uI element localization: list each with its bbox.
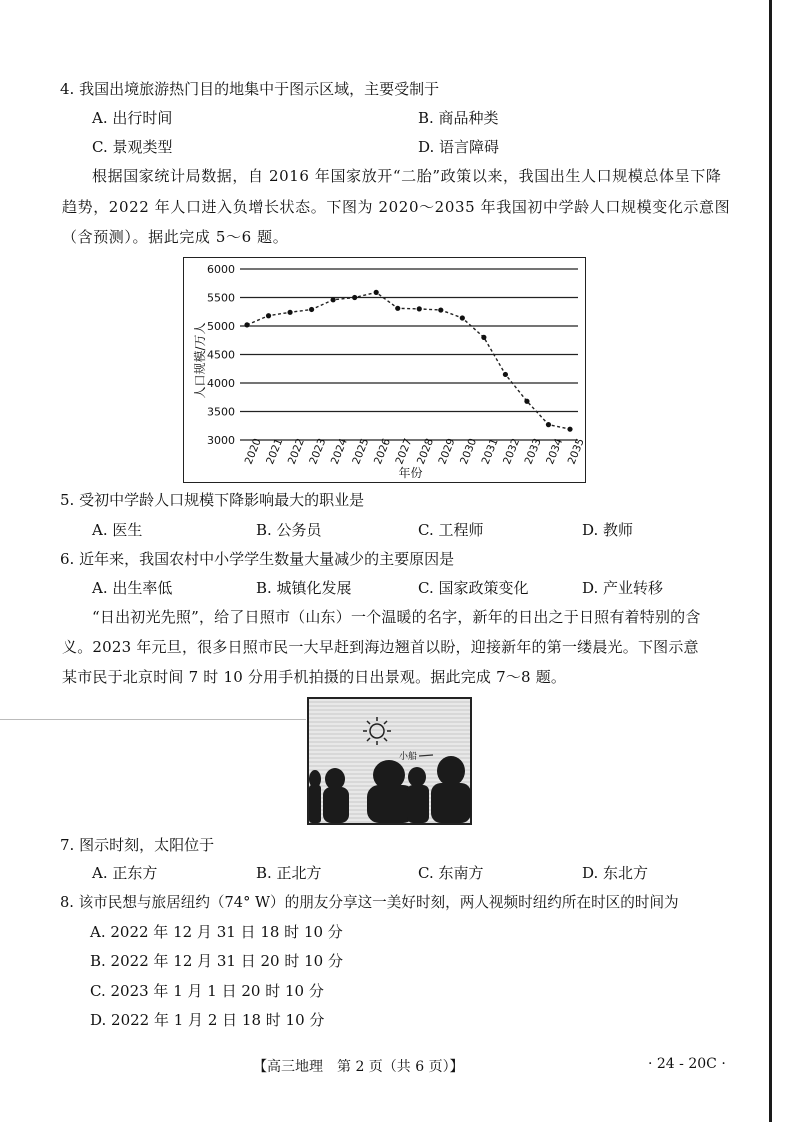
q7-option-d: D. 东北方 [582,864,649,882]
q6-stem: 6. 近年来，我国农村中小学学生数量大量减少的主要原因是 [60,550,455,568]
data-point [352,295,357,300]
q4-option-a: A. 出行时间 [92,109,173,127]
data-point [287,310,292,315]
y-tick-label: 3000 [207,434,235,447]
q6-option-d: D. 产业转移 [582,579,664,597]
y-tick-label: 5500 [207,291,235,305]
x-tick-label: 2020 [242,436,264,467]
x-tick-label: 2030 [457,436,480,467]
data-point [374,290,379,295]
intro1-line-1: 根据国家统计局数据，自 2016 年国家放开“二胎”政策以来，我国出生人口规模总体呈下降 [92,167,722,185]
x-tick-label: 2023 [307,436,329,467]
x-tick-label: 2035 [565,436,587,467]
data-point [309,307,314,312]
footer-code: · 24 - 20C · [648,1056,726,1072]
q4-option-d: D. 语言障碍 [418,138,500,156]
y-tick-label: 4000 [207,377,235,390]
x-tick-label: 2028 [414,436,437,467]
data-point [567,427,572,432]
q5-stem: 5. 受初中学龄人口规模下降影响最大的职业是 [60,491,365,509]
x-tick-label: 2021 [264,436,286,467]
data-point [503,372,508,377]
q7-stem: 7. 图示时刻，太阳位于 [60,836,215,854]
data-point [438,307,443,312]
x-tick-label: 2025 [350,436,372,467]
x-tick-label: 2026 [371,436,393,467]
q4-stem: 4. 我国出境旅游热门目的地集中于图示区域，主要受制于 [60,80,440,98]
x-tick-label: 2024 [328,436,350,467]
q6-option-b: B. 城镇化发展 [256,579,352,597]
intro2-line-2: 义。2023 年元旦，很多日照市民一大早赶到海边翘首以盼，迎接新年的第一缕晨光。下图示意 [62,638,699,656]
data-point [244,322,249,327]
y-tick-label: 5000 [207,320,235,333]
x-tick-label: 2027 [393,436,415,467]
data-point [546,422,551,427]
data-point [395,306,400,311]
x-tick-label: 2031 [479,436,501,467]
data-point [266,313,271,318]
q5-option-c: C. 工程师 [418,521,484,539]
data-point [524,399,529,404]
x-tick-label: 2034 [544,436,566,467]
intro2-line-3: 某市民于北京时间 7 时 10 分用手机拍摄的日出景观。据此完成 7～8 题。 [62,668,567,686]
x-tick-label: 2029 [436,436,458,467]
page-edge-shadow [769,0,772,1122]
q4-option-c: C. 景观类型 [92,138,173,156]
q5-option-b: B. 公务员 [256,521,322,539]
q7-option-c: C. 东南方 [418,864,484,882]
intro1-line-3: （含预测）。据此完成 5～6 题。 [62,228,289,246]
boat-label: 小船 [399,752,418,762]
q8-stem: 8. 该市民想与旅居纽约（74° W）的朋友分享这一美好时刻，两人视频时纽约所在时区的时间为 [60,894,679,911]
x-axis-label: 年份 [398,466,423,480]
q8-option-b: B. 2022 年 12 月 31 日 20 时 10 分 [90,952,343,970]
data-point [460,315,465,320]
q6-option-a: A. 出生率低 [92,579,173,597]
population-line-chart [184,258,587,481]
footer-page-info: 【高三地理 第 2 页（共 6 页）】 [253,1059,464,1075]
data-point [331,297,336,302]
x-tick-label: 2022 [285,436,307,467]
population-chart-frame [183,257,586,483]
q5-option-a: A. 医生 [92,521,143,539]
series-line [247,292,570,429]
y-tick-label: 6000 [207,263,235,276]
q8-option-d: D. 2022 年 1 月 2 日 18 时 10 分 [90,1011,325,1029]
q8-option-a: A. 2022 年 12 月 31 日 18 时 10 分 [90,923,343,941]
scan-line [0,719,306,720]
q5-option-d: D. 教师 [582,521,634,539]
x-tick-label: 2032 [501,436,523,467]
y-axis-label: 人口规模/万人 [193,322,207,399]
x-tick-label: 2033 [522,436,544,467]
q7-option-b: B. 正北方 [256,864,322,882]
data-point [417,306,422,311]
q8-option-c: C. 2023 年 1 月 1 日 20 时 10 分 [90,982,324,1000]
y-tick-label: 3500 [207,405,235,419]
sunrise-photo-illustration [309,699,470,823]
q6-option-c: C. 国家政策变化 [418,579,529,597]
data-point [481,335,486,340]
intro2-line-1: “日出初光先照”，给了日照市（山东）一个温暖的名字，新年的日出之于日照有着特别的含 [92,608,701,626]
q7-option-a: A. 正东方 [92,864,158,882]
q4-option-b: B. 商品种类 [418,109,499,127]
y-tick-label: 4500 [207,348,235,362]
intro1-line-2: 趋势，2022 年人口进入负增长状态。下图为 2020～2035 年我国初中学龄人口规模变化示意图 [62,198,731,216]
sunrise-photo [307,697,472,825]
